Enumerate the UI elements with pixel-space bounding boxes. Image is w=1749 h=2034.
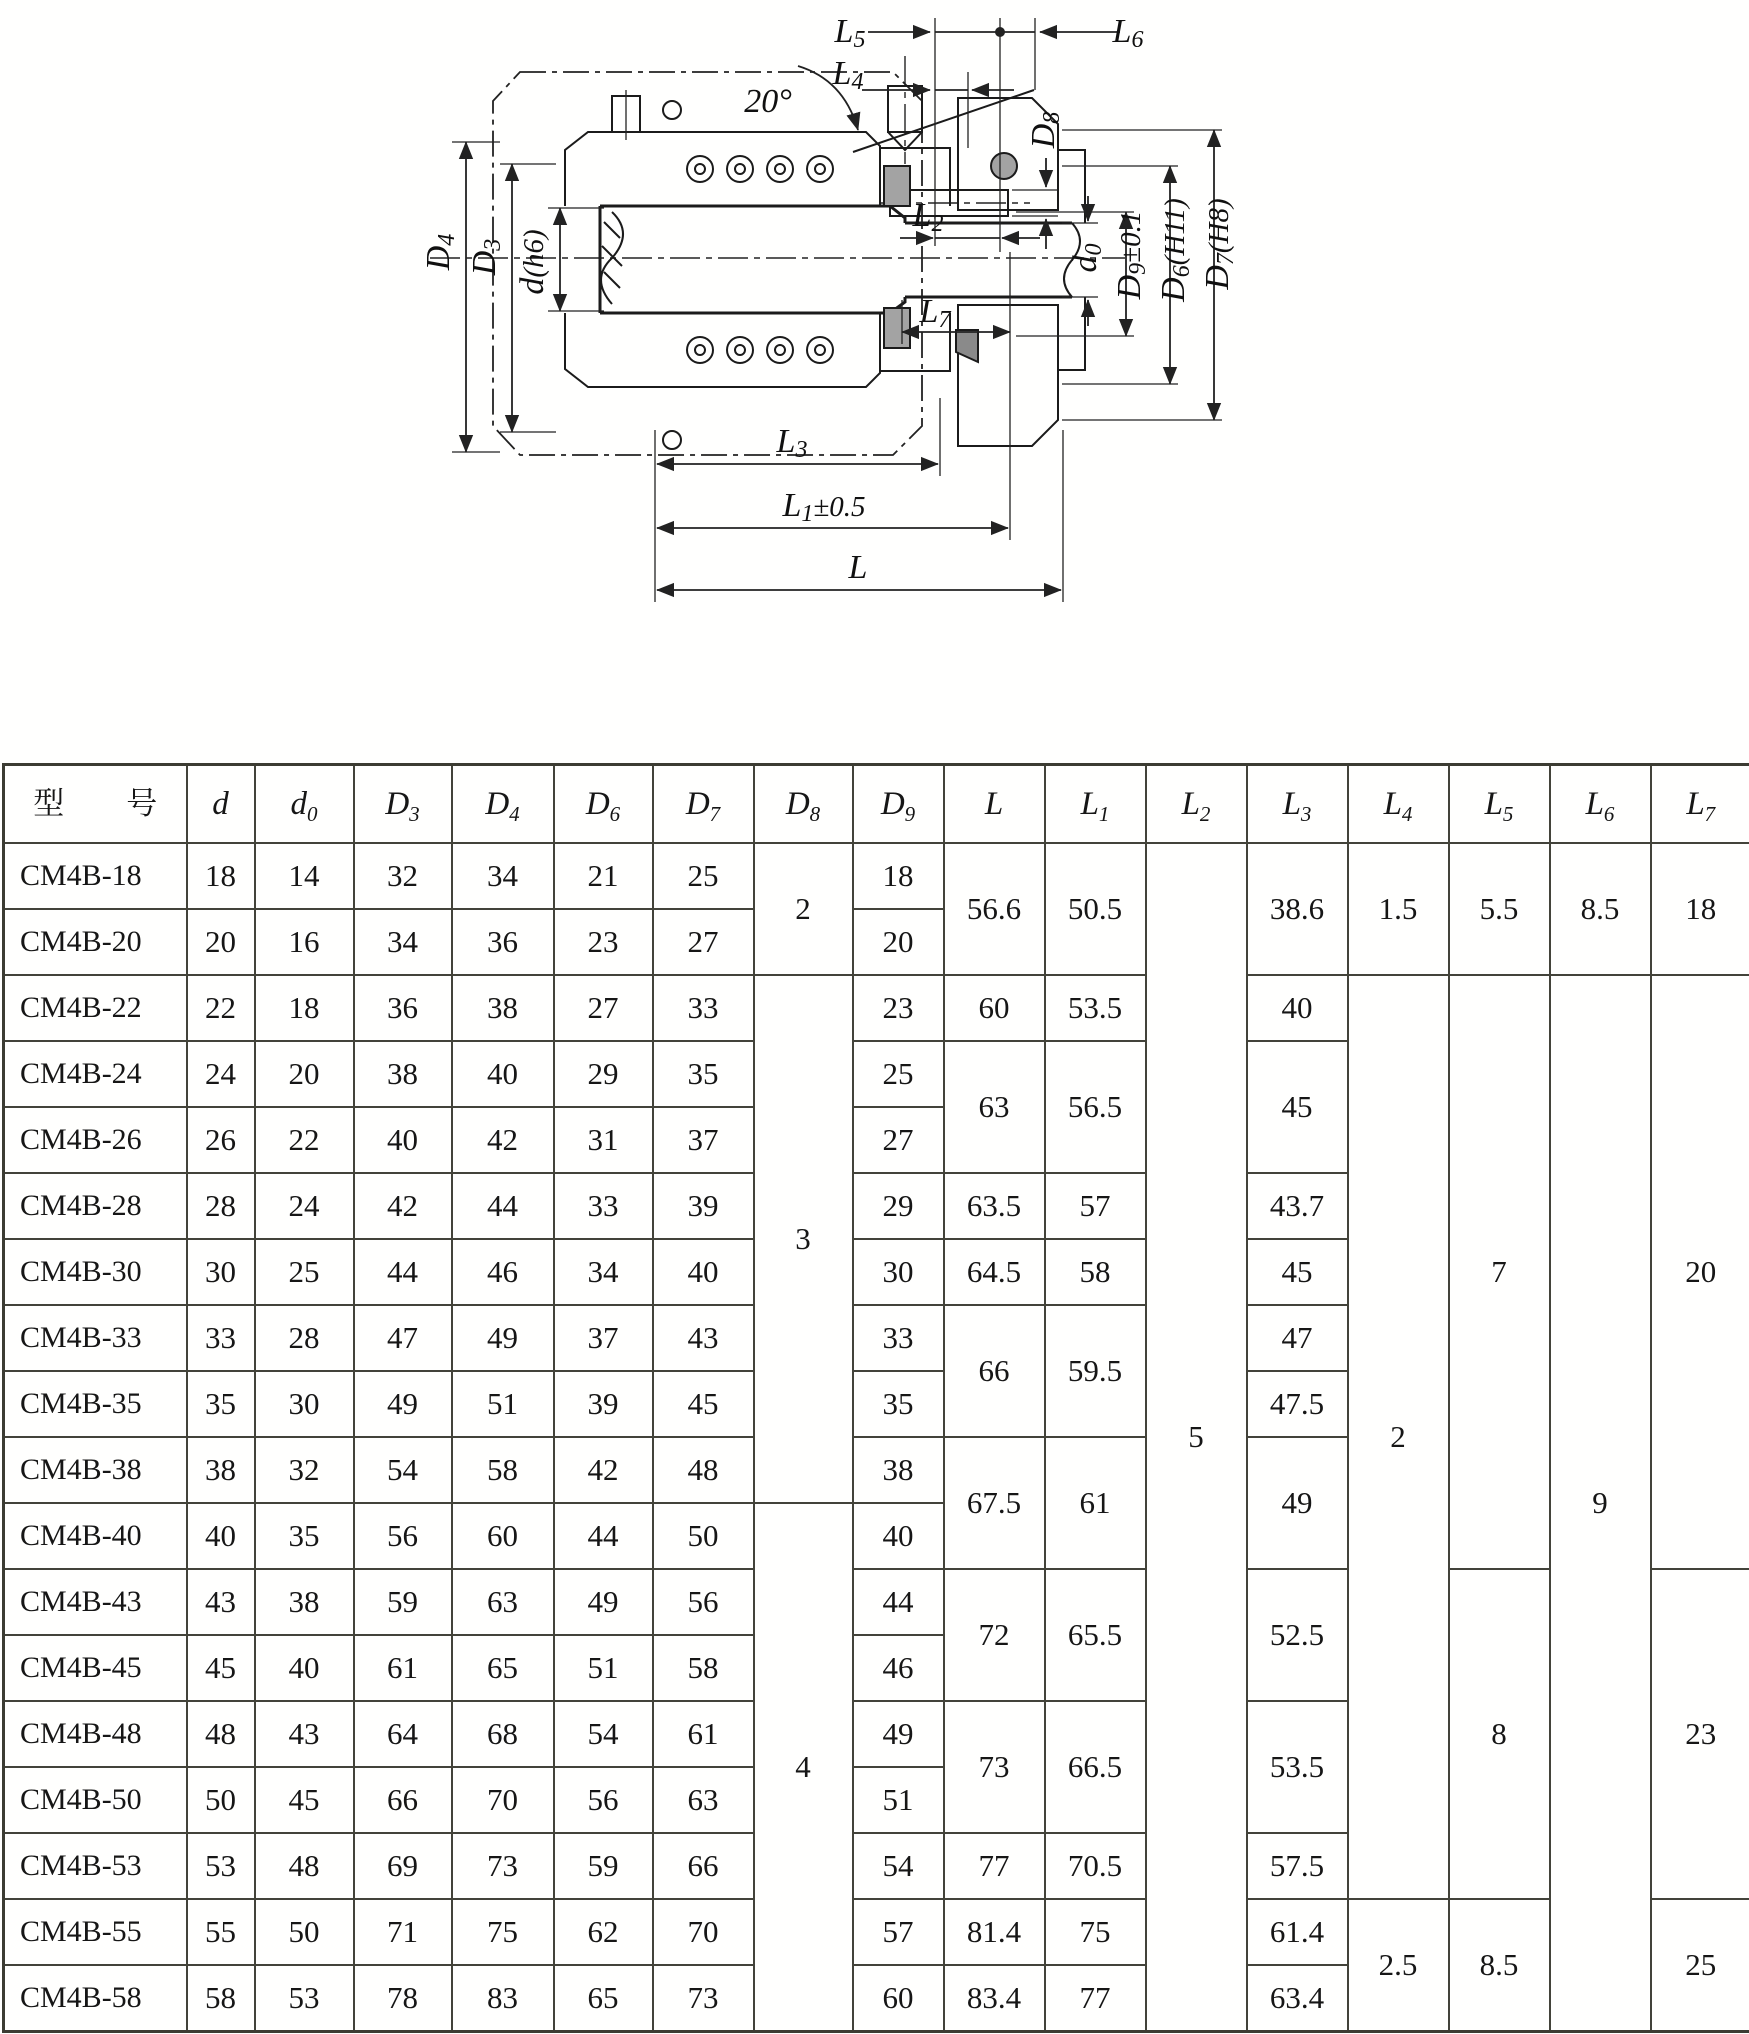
value-cell: 1.5 bbox=[1348, 843, 1449, 975]
value-cell: 42 bbox=[554, 1437, 653, 1503]
value-cell: 27 bbox=[554, 975, 653, 1041]
value-cell: 51 bbox=[452, 1371, 554, 1437]
value-cell: 57 bbox=[853, 1899, 944, 1965]
value-cell: 45 bbox=[1247, 1041, 1348, 1173]
dim-label-l6: L6 bbox=[1112, 13, 1144, 54]
value-cell: 50 bbox=[653, 1503, 754, 1569]
value-cell: 50 bbox=[255, 1899, 354, 1965]
gland-lower bbox=[958, 305, 1058, 446]
value-cell: 43.7 bbox=[1247, 1173, 1348, 1239]
col-header-6: $D_7$ bbox=[653, 765, 754, 844]
value-cell: 66 bbox=[944, 1305, 1045, 1437]
dim-label-l5: L5 bbox=[834, 13, 866, 54]
value-cell: 77 bbox=[944, 1833, 1045, 1899]
value-cell: 66.5 bbox=[1045, 1701, 1146, 1833]
model-cell: CM4B-55 bbox=[4, 1899, 187, 1965]
value-cell: 25 bbox=[853, 1041, 944, 1107]
value-cell: 22 bbox=[187, 975, 255, 1041]
value-cell: 34 bbox=[354, 909, 452, 975]
value-cell: 70.5 bbox=[1045, 1833, 1146, 1899]
value-cell: 83 bbox=[452, 1965, 554, 2032]
value-cell: 30 bbox=[853, 1239, 944, 1305]
value-cell: 22 bbox=[255, 1107, 354, 1173]
col-header-0: 型 号 bbox=[4, 765, 187, 844]
value-cell: 47 bbox=[1247, 1305, 1348, 1371]
value-cell: 30 bbox=[187, 1239, 255, 1305]
dim-label-d9: D9±0.1 bbox=[1111, 210, 1152, 300]
value-cell: 60 bbox=[853, 1965, 944, 2032]
dim-label-l3: L3 bbox=[776, 423, 808, 464]
value-cell: 37 bbox=[554, 1305, 653, 1371]
value-cell: 20 bbox=[187, 909, 255, 975]
value-cell: 40 bbox=[1247, 975, 1348, 1041]
value-cell: 73 bbox=[944, 1701, 1045, 1833]
value-cell: 35 bbox=[853, 1371, 944, 1437]
value-cell: 18 bbox=[853, 843, 944, 909]
value-cell: 2 bbox=[1348, 975, 1449, 1899]
seal-wedge bbox=[956, 330, 978, 362]
model-cell: CM4B-33 bbox=[4, 1305, 187, 1371]
value-cell: 48 bbox=[255, 1833, 354, 1899]
value-cell: 47 bbox=[354, 1305, 452, 1371]
model-cell: CM4B-38 bbox=[4, 1437, 187, 1503]
o-ring-gland bbox=[991, 153, 1017, 179]
col-header-10: $L_1$ bbox=[1045, 765, 1146, 844]
value-cell: 18 bbox=[255, 975, 354, 1041]
col-header-9: L bbox=[944, 765, 1045, 844]
value-cell: 54 bbox=[853, 1833, 944, 1899]
value-cell: 39 bbox=[653, 1173, 754, 1239]
value-cell: 8 bbox=[1449, 1569, 1550, 1899]
model-cell: CM4B-40 bbox=[4, 1503, 187, 1569]
value-cell: 23 bbox=[853, 975, 944, 1041]
value-cell: 44 bbox=[452, 1173, 554, 1239]
pin-circle-top bbox=[663, 101, 681, 119]
model-cell: CM4B-50 bbox=[4, 1767, 187, 1833]
value-cell: 16 bbox=[255, 909, 354, 975]
table-row bbox=[4, 1899, 1749, 1965]
value-cell: 2 bbox=[754, 843, 853, 975]
dim-label-l2: L2 bbox=[912, 197, 944, 238]
value-cell: 60 bbox=[452, 1503, 554, 1569]
value-cell: 46 bbox=[452, 1239, 554, 1305]
value-cell: 26 bbox=[187, 1107, 255, 1173]
value-cell: 73 bbox=[653, 1965, 754, 2032]
value-cell: 49 bbox=[853, 1701, 944, 1767]
value-cell: 36 bbox=[354, 975, 452, 1041]
model-cell: CM4B-53 bbox=[4, 1833, 187, 1899]
value-cell: 42 bbox=[354, 1173, 452, 1239]
value-cell: 58 bbox=[653, 1635, 754, 1701]
value-cell: 43 bbox=[653, 1305, 754, 1371]
value-cell: 65 bbox=[452, 1635, 554, 1701]
value-cell: 5 bbox=[1146, 843, 1247, 2032]
value-cell: 43 bbox=[255, 1701, 354, 1767]
value-cell: 66 bbox=[354, 1767, 452, 1833]
value-cell: 25 bbox=[255, 1239, 354, 1305]
value-cell: 53.5 bbox=[1247, 1701, 1348, 1833]
value-cell: 40 bbox=[853, 1503, 944, 1569]
model-cell: CM4B-48 bbox=[4, 1701, 187, 1767]
value-cell: 43 bbox=[187, 1569, 255, 1635]
value-cell: 30 bbox=[255, 1371, 354, 1437]
value-cell: 36 bbox=[452, 909, 554, 975]
value-cell: 48 bbox=[187, 1701, 255, 1767]
value-cell: 52.5 bbox=[1247, 1569, 1348, 1701]
value-cell: 33 bbox=[653, 975, 754, 1041]
table-body bbox=[4, 843, 1749, 2032]
col-header-2: $d_0$ bbox=[255, 765, 354, 844]
value-cell: 21 bbox=[554, 843, 653, 909]
model-cell: CM4B-20 bbox=[4, 909, 187, 975]
value-cell: 49 bbox=[1247, 1437, 1348, 1569]
value-cell: 40 bbox=[187, 1503, 255, 1569]
dim-label-l4: L4 bbox=[832, 55, 864, 96]
value-cell: 61.4 bbox=[1247, 1899, 1348, 1965]
value-cell: 50 bbox=[187, 1767, 255, 1833]
dim-label-l7: L7 bbox=[919, 293, 951, 334]
col-header-16: $L_7$ bbox=[1651, 765, 1749, 844]
value-cell: 47.5 bbox=[1247, 1371, 1348, 1437]
dim-label-l: L bbox=[848, 549, 868, 586]
model-cell: CM4B-30 bbox=[4, 1239, 187, 1305]
value-cell: 8.5 bbox=[1449, 1899, 1550, 2032]
value-cell: 27 bbox=[853, 1107, 944, 1173]
value-cell: 51 bbox=[853, 1767, 944, 1833]
value-cell: 38 bbox=[255, 1569, 354, 1635]
value-cell: 24 bbox=[187, 1041, 255, 1107]
dimension-table bbox=[2, 763, 1749, 2033]
value-cell: 63.5 bbox=[944, 1173, 1045, 1239]
value-cell: 69 bbox=[354, 1833, 452, 1899]
model-cell: CM4B-43 bbox=[4, 1569, 187, 1635]
value-cell: 31 bbox=[554, 1107, 653, 1173]
value-cell: 49 bbox=[554, 1569, 653, 1635]
table-row bbox=[4, 843, 1749, 909]
value-cell: 56 bbox=[554, 1767, 653, 1833]
value-cell: 63 bbox=[452, 1569, 554, 1635]
value-cell: 51 bbox=[554, 1635, 653, 1701]
value-cell: 44 bbox=[354, 1239, 452, 1305]
value-cell: 56.5 bbox=[1045, 1041, 1146, 1173]
value-cell: 53.5 bbox=[1045, 975, 1146, 1041]
value-cell: 72 bbox=[944, 1569, 1045, 1701]
collar-screw bbox=[612, 90, 640, 140]
value-cell: 28 bbox=[187, 1173, 255, 1239]
model-cell: CM4B-28 bbox=[4, 1173, 187, 1239]
model-cell: CM4B-18 bbox=[4, 843, 187, 909]
col-header-5: $D_6$ bbox=[554, 765, 653, 844]
value-cell: 34 bbox=[452, 843, 554, 909]
value-cell: 38 bbox=[354, 1041, 452, 1107]
col-header-11: $L_2$ bbox=[1146, 765, 1247, 844]
value-cell: 45 bbox=[653, 1371, 754, 1437]
value-cell: 81.4 bbox=[944, 1899, 1045, 1965]
value-cell: 23 bbox=[1651, 1569, 1749, 1899]
value-cell: 33 bbox=[187, 1305, 255, 1371]
value-cell: 20 bbox=[255, 1041, 354, 1107]
dim-label-d7: D7(H8) bbox=[1199, 198, 1240, 290]
value-cell: 58 bbox=[187, 1965, 255, 2032]
value-cell: 61 bbox=[354, 1635, 452, 1701]
dim-label-d6: D6(H11) bbox=[1155, 198, 1196, 302]
shaft bbox=[600, 206, 905, 313]
value-cell: 37 bbox=[653, 1107, 754, 1173]
value-cell: 29 bbox=[554, 1041, 653, 1107]
value-cell: 33 bbox=[853, 1305, 944, 1371]
value-cell: 35 bbox=[187, 1371, 255, 1437]
value-cell: 83.4 bbox=[944, 1965, 1045, 2032]
value-cell: 32 bbox=[255, 1437, 354, 1503]
value-cell: 29 bbox=[853, 1173, 944, 1239]
pin-circle-bottom bbox=[663, 431, 681, 449]
col-header-8: $D_9$ bbox=[853, 765, 944, 844]
value-cell: 25 bbox=[1651, 1899, 1749, 2032]
value-cell: 78 bbox=[354, 1965, 452, 2032]
value-cell: 56 bbox=[653, 1569, 754, 1635]
seal-cross-section-drawing bbox=[0, 0, 1749, 660]
model-cell: CM4B-45 bbox=[4, 1635, 187, 1701]
table-row bbox=[4, 975, 1749, 1041]
value-cell: 18 bbox=[187, 843, 255, 909]
value-cell: 58 bbox=[452, 1437, 554, 1503]
value-cell: 50.5 bbox=[1045, 843, 1146, 975]
value-cell: 60 bbox=[944, 975, 1045, 1041]
value-cell: 38.6 bbox=[1247, 843, 1348, 975]
value-cell: 53 bbox=[187, 1833, 255, 1899]
dim-label-d4: D4 bbox=[420, 233, 461, 271]
col-header-3: $D_3$ bbox=[354, 765, 452, 844]
value-cell: 67.5 bbox=[944, 1437, 1045, 1569]
value-cell: 70 bbox=[452, 1767, 554, 1833]
value-cell: 42 bbox=[452, 1107, 554, 1173]
model-cell: CM4B-35 bbox=[4, 1371, 187, 1437]
value-cell: 4 bbox=[754, 1503, 853, 2032]
value-cell: 14 bbox=[255, 843, 354, 909]
value-cell: 7 bbox=[1449, 975, 1550, 1569]
value-cell: 2.5 bbox=[1348, 1899, 1449, 2032]
model-cell: CM4B-26 bbox=[4, 1107, 187, 1173]
value-cell: 73 bbox=[452, 1833, 554, 1899]
value-cell: 63 bbox=[653, 1767, 754, 1833]
value-cell: 65 bbox=[554, 1965, 653, 2032]
value-cell: 64.5 bbox=[944, 1239, 1045, 1305]
value-cell: 75 bbox=[1045, 1899, 1146, 1965]
value-cell: 24 bbox=[255, 1173, 354, 1239]
value-cell: 20 bbox=[1651, 975, 1749, 1569]
value-cell: 20 bbox=[853, 909, 944, 975]
value-cell: 59.5 bbox=[1045, 1305, 1146, 1437]
value-cell: 49 bbox=[452, 1305, 554, 1371]
value-cell: 40 bbox=[255, 1635, 354, 1701]
value-cell: 45 bbox=[255, 1767, 354, 1833]
value-cell: 3 bbox=[754, 975, 853, 1503]
value-cell: 18 bbox=[1651, 843, 1749, 975]
value-cell: 27 bbox=[653, 909, 754, 975]
value-cell: 57 bbox=[1045, 1173, 1146, 1239]
value-cell: 40 bbox=[452, 1041, 554, 1107]
value-cell: 45 bbox=[187, 1635, 255, 1701]
value-cell: 25 bbox=[653, 843, 754, 909]
o-ring-lower bbox=[884, 308, 910, 348]
chamfer-line bbox=[853, 90, 1034, 152]
value-cell: 57.5 bbox=[1247, 1833, 1348, 1899]
value-cell: 48 bbox=[653, 1437, 754, 1503]
value-cell: 54 bbox=[554, 1701, 653, 1767]
table-row bbox=[4, 1569, 1749, 1635]
value-cell: 49 bbox=[354, 1371, 452, 1437]
dim-label-dh6: d(h6) bbox=[514, 229, 551, 295]
value-cell: 59 bbox=[554, 1833, 653, 1899]
value-cell: 59 bbox=[354, 1569, 452, 1635]
value-cell: 63.4 bbox=[1247, 1965, 1348, 2032]
col-header-12: $L_3$ bbox=[1247, 765, 1348, 844]
value-cell: 40 bbox=[354, 1107, 452, 1173]
angle-label: 20° bbox=[744, 83, 792, 120]
model-cell: CM4B-22 bbox=[4, 975, 187, 1041]
value-cell: 39 bbox=[554, 1371, 653, 1437]
value-cell: 56.6 bbox=[944, 843, 1045, 975]
col-header-13: $L_4$ bbox=[1348, 765, 1449, 844]
value-cell: 75 bbox=[452, 1899, 554, 1965]
value-cell: 66 bbox=[653, 1833, 754, 1899]
o-ring-upper bbox=[884, 166, 910, 206]
value-cell: 70 bbox=[653, 1899, 754, 1965]
value-cell: 40 bbox=[653, 1239, 754, 1305]
value-cell: 35 bbox=[653, 1041, 754, 1107]
value-cell: 63 bbox=[944, 1041, 1045, 1173]
table-header bbox=[4, 765, 1749, 844]
dim-label-d0: d0 bbox=[1067, 243, 1108, 273]
value-cell: 45 bbox=[1247, 1239, 1348, 1305]
value-cell: 65.5 bbox=[1045, 1569, 1146, 1701]
spring-coils bbox=[687, 156, 833, 363]
value-cell: 32 bbox=[354, 843, 452, 909]
value-cell: 5.5 bbox=[1449, 843, 1550, 975]
value-cell: 35 bbox=[255, 1503, 354, 1569]
model-cell: CM4B-58 bbox=[4, 1965, 187, 2032]
value-cell: 44 bbox=[554, 1503, 653, 1569]
value-cell: 38 bbox=[853, 1437, 944, 1503]
value-cell: 58 bbox=[1045, 1239, 1146, 1305]
value-cell: 61 bbox=[1045, 1437, 1146, 1569]
value-cell: 34 bbox=[554, 1239, 653, 1305]
dim-label-d3: D3 bbox=[466, 238, 507, 276]
value-cell: 77 bbox=[1045, 1965, 1146, 2032]
col-header-14: $L_5$ bbox=[1449, 765, 1550, 844]
value-cell: 38 bbox=[187, 1437, 255, 1503]
value-cell: 68 bbox=[452, 1701, 554, 1767]
value-cell: 38 bbox=[452, 975, 554, 1041]
value-cell: 9 bbox=[1550, 975, 1651, 2032]
value-cell: 61 bbox=[653, 1701, 754, 1767]
value-cell: 28 bbox=[255, 1305, 354, 1371]
dim-label-d8: D8 bbox=[1025, 111, 1066, 149]
value-cell: 53 bbox=[255, 1965, 354, 2032]
col-header-15: $L_6$ bbox=[1550, 765, 1651, 844]
col-header-4: $D_4$ bbox=[452, 765, 554, 844]
value-cell: 44 bbox=[853, 1569, 944, 1635]
value-cell: 55 bbox=[187, 1899, 255, 1965]
dim-label-l1: L1±0.5 bbox=[782, 487, 866, 528]
value-cell: 64 bbox=[354, 1701, 452, 1767]
value-cell: 33 bbox=[554, 1173, 653, 1239]
value-cell: 62 bbox=[554, 1899, 653, 1965]
col-header-7: $D_8$ bbox=[754, 765, 853, 844]
value-cell: 54 bbox=[354, 1437, 452, 1503]
model-cell: CM4B-24 bbox=[4, 1041, 187, 1107]
value-cell: 56 bbox=[354, 1503, 452, 1569]
value-cell: 71 bbox=[354, 1899, 452, 1965]
value-cell: 8.5 bbox=[1550, 843, 1651, 975]
col-header-1: d bbox=[187, 765, 255, 844]
value-cell: 46 bbox=[853, 1635, 944, 1701]
value-cell: 23 bbox=[554, 909, 653, 975]
